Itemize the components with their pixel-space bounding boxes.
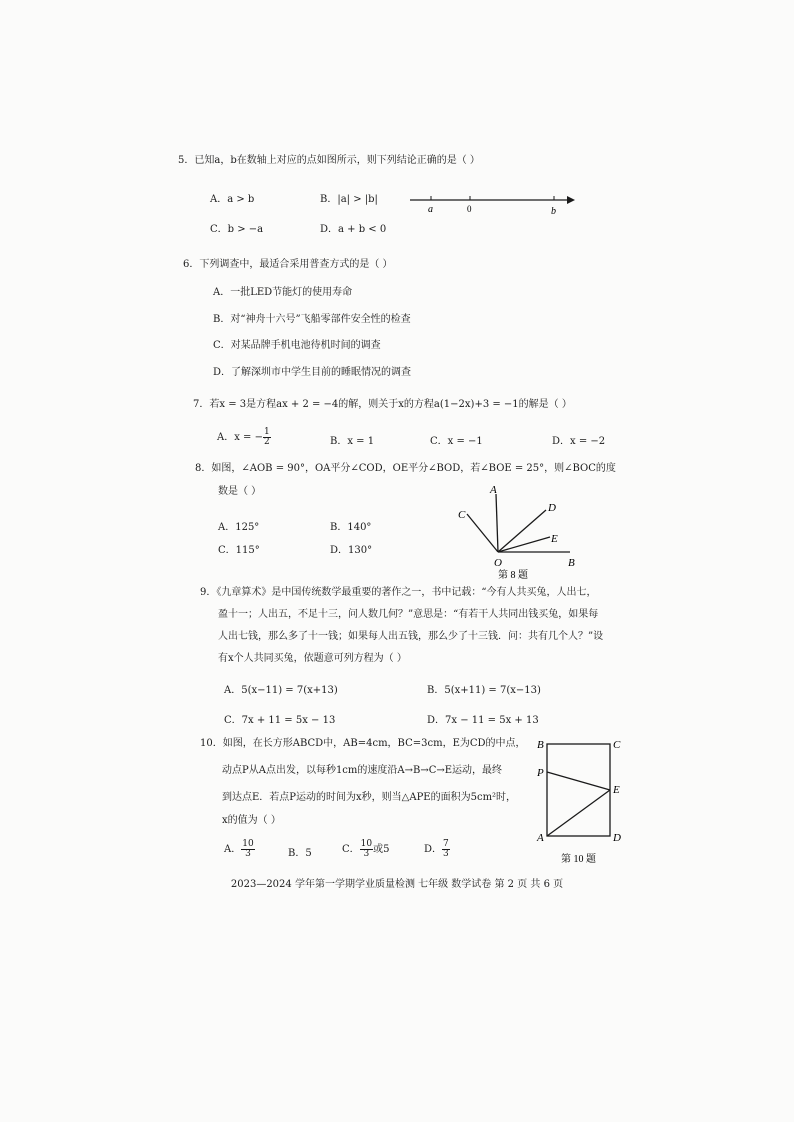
question-9	[200, 584, 597, 602]
option-d	[424, 840, 450, 859]
question-stem: 若x = 3是方程ax + 2 = −4的解，则关于x的方程a(1−2x)+3 = −1的解是（ ）	[209, 399, 572, 410]
option-b: B．x = 1	[330, 436, 375, 447]
option-a-text: A．x = −	[217, 432, 263, 443]
label-E: E	[551, 533, 558, 545]
option-a-text: A．	[224, 844, 242, 855]
option-b: B．5	[288, 848, 312, 859]
question-7	[193, 396, 572, 414]
option-d-text: D．	[424, 844, 443, 855]
angle-figure-q8	[450, 480, 590, 580]
question-5	[178, 152, 480, 170]
question-number: 8．	[195, 463, 212, 474]
question-number: 9．	[200, 587, 217, 598]
fraction-denominator: 3	[363, 849, 370, 859]
question-6	[183, 256, 393, 274]
option-d: D．x = −2	[552, 436, 606, 447]
number-line-label-zero: 0	[467, 204, 472, 214]
option-c-suffix: 或5	[373, 844, 390, 855]
option-a-fraction	[263, 428, 271, 447]
option-d: D．a + b < 0	[320, 224, 387, 235]
option-d-fraction	[442, 840, 450, 859]
figure-caption: 第 8 题	[498, 570, 528, 580]
label-A: A	[537, 832, 544, 844]
option-c-text: C．	[342, 844, 360, 855]
question-number: 6．	[183, 259, 200, 270]
question-stem-line1: 《九章算术》是中国传统数学最重要的著作之一，书中记载：“今有人共买兔，人出七，	[216, 587, 597, 598]
fraction-numerator: 10	[242, 839, 254, 849]
question-number: 5．	[178, 155, 195, 166]
label-P: P	[537, 767, 544, 779]
option-b: B．140°	[330, 522, 372, 533]
label-C: C	[613, 739, 621, 751]
question-8	[195, 460, 616, 478]
option-c	[342, 840, 389, 859]
question-10-line2: 动点P从A点出发，以每秒1cm的速度沿A→B→C→E运动，最终	[222, 765, 503, 776]
fraction-numerator: 10	[360, 839, 373, 849]
label-B: B	[537, 739, 544, 751]
option-a-fraction	[241, 840, 254, 859]
fraction-numerator: 7	[443, 839, 449, 849]
option-a	[224, 840, 255, 859]
label-E: E	[613, 784, 620, 796]
option-c-fraction	[360, 840, 373, 859]
option-a: A．一批LED节能灯的使用寿命	[213, 287, 353, 298]
question-10	[200, 735, 526, 753]
number-line-label-a: a	[428, 204, 433, 215]
fraction-denominator: 3	[443, 849, 449, 859]
option-d: D．130°	[330, 545, 373, 556]
option-b: B．5(x+11) = 7(x−13)	[427, 685, 541, 696]
option-c: C．115°	[218, 545, 260, 556]
label-D: D	[613, 832, 621, 844]
option-c: C．b > −a	[210, 224, 264, 235]
question-number: 10．	[200, 738, 223, 749]
question-stem: 下列调查中，最适合采用普查方式的是（ ）	[199, 259, 393, 270]
option-b: B．|a| > |b|	[320, 194, 378, 205]
rectangle-figure-q10	[535, 735, 630, 870]
fraction-denominator: 3	[245, 849, 251, 859]
fraction-denominator: 2	[263, 437, 270, 447]
option-b: B．对“神舟十六号”飞船零部件安全性的检查	[213, 314, 411, 325]
option-a: A．a > b	[210, 194, 255, 205]
option-d: D．7x − 11 = 5x + 13	[427, 715, 539, 726]
label-O: O	[494, 557, 502, 569]
option-c: C．x = −1	[430, 436, 483, 447]
page-footer: 2023—2024 学年第一学期学业质量检测 七年级 数学试卷 第 2 页 共 6 页	[230, 879, 564, 890]
question-stem-line1: 如图，∠AOB = 90°，OA平分∠COD，OE平分∠BOD，若∠BOE = 25°，则∠BOC的度	[211, 463, 616, 474]
option-a: A．125°	[218, 522, 260, 533]
label-A: A	[490, 484, 497, 496]
question-9-line2: 盈十一；人出五，不足十三，问人数几何？”意思是：“有若干人共同出钱买兔，如果每	[218, 609, 599, 620]
question-10-line4: x的值为（ ）	[222, 815, 281, 826]
question-8-line2: 数是（ ）	[218, 486, 262, 497]
option-c: C．对某品牌手机电池待机时间的调查	[213, 340, 381, 351]
number-line-figure	[405, 190, 580, 218]
option-c: C．7x + 11 = 5x − 13	[224, 715, 336, 726]
label-C: C	[458, 509, 466, 521]
option-a: A．5(x−11) = 7(x+13)	[224, 685, 338, 696]
question-number: 7．	[193, 399, 210, 410]
question-stem: 已知a，b在数轴上对应的点如图所示，则下列结论正确的是（ ）	[194, 155, 480, 166]
figure-caption: 第 10 题	[561, 854, 596, 865]
option-a	[217, 428, 271, 447]
label-B: B	[568, 557, 575, 569]
question-stem-line1: 如图，在长方形ABCD中，AB=4cm，BC=3cm，E为CD的中点，	[222, 738, 526, 749]
question-9-line4: 有x个人共同买兔，依题意可列方程为（ ）	[218, 653, 407, 664]
question-9-line3: 人出七钱，那么多了十一钱；如果每人出五钱，那么少了十三钱．问：共有几个人？”设	[218, 631, 604, 642]
number-line-label-b: b	[551, 206, 556, 217]
option-d: D．了解深圳市中学生目前的睡眠情况的调查	[213, 367, 412, 378]
fraction-numerator: 1	[263, 427, 270, 437]
label-D: D	[548, 502, 556, 514]
question-10-line3: 到达点E．若点P运动的时间为x秒，则当△APE的面积为5cm²时，	[222, 792, 517, 803]
